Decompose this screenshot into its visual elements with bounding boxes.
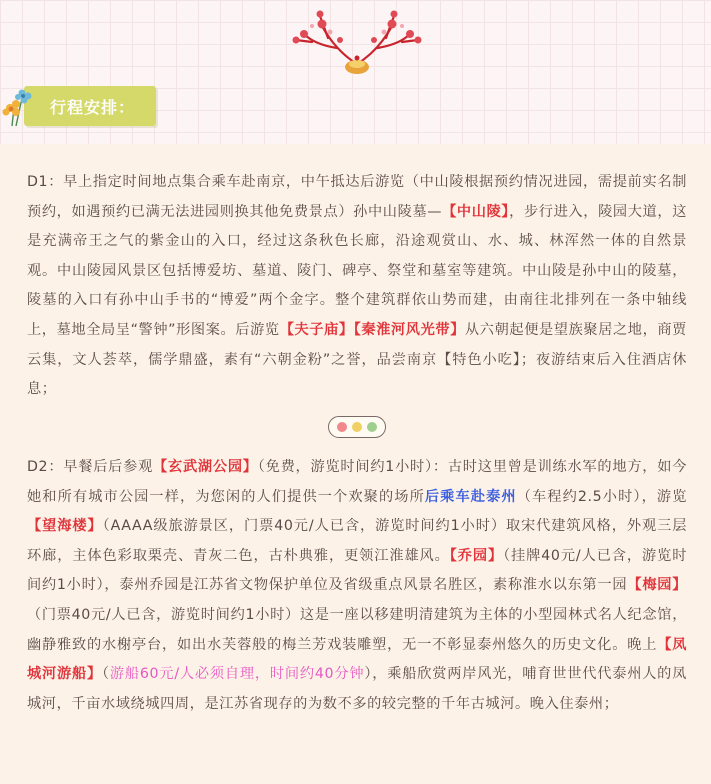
highlight-text: 【凤城河游船】 <box>27 636 688 683</box>
body-text: D1：早上指定时间地点集合乘车赴南京，中午抵达后游览（中山陵根据预约情况进园，需提前实名制预约，如遇预约已满无法进园则换其他免费景点）孙中山陵墓— <box>27 174 687 220</box>
body-text: （车程约2.5小时），游览 <box>516 488 687 505</box>
highlight-text: 【梅园】 <box>627 577 688 594</box>
body-text: （门票40元/人已含，游览时间约1小时）这是一座以移建明清建筑为主体的小型园林式名人纪念馆，幽静雅致的水榭亭台，如出水芙蓉般的梅兰芳戏装雕塑，无一不彰显泰州悠久的历史文化。晚上 <box>27 606 687 653</box>
highlight-text: 【望海楼】 <box>27 518 103 535</box>
highlight-text: 游船60元/人必须自理，时间约40分钟 <box>109 666 365 683</box>
highlight-text: 【中山陵】 <box>442 203 510 220</box>
body-text: （挂牌40元/人已含，游览时间约1小时），泰州乔园是江苏省文物保护单位及省级重点风景名胜区，素称淮水以东第一园 <box>27 547 687 594</box>
body-text: ，步行进入，陵园大道，这是充满帝王之气的紫金山的入口，经过这条秋色长廊，沿途观赏山、水、城、林浑然一体的自然景观。中山陵园风景区包括博爱坊、墓道、陵门、碑亭、祭堂和墓室等建筑。中山陵是孙中山的陵墓，陵墓的入口有孙中山手书的“博爱”两个金字。整个建筑群依山势而建，由南往北排列在一条中轴线上，墓地全局呈“警钟”形图案。后游览 <box>27 203 687 338</box>
plum-blossom-icon <box>282 4 432 80</box>
highlight-text: 【夫子庙】 <box>279 321 354 338</box>
day2-paragraph <box>27 453 687 719</box>
day1-paragraph <box>27 168 687 405</box>
highlight-text: 【秦淮河风光带】 <box>353 321 465 338</box>
body-text: 从六朝起便是望族聚居之地，商贾云集，文人荟萃，儒学鼎盛，素有“六朝金粉”之誉，品尝南京【特色小吃】；夜游结束后入住酒店休息； <box>27 321 687 398</box>
body-text: D2：早餐后后参观 <box>27 459 154 475</box>
section-title: 行程安排： <box>50 98 136 117</box>
body-text: （免费，游览时间约1小时）：古时这里曾是训练水军的地方，如今她和所有城市公园一样，为您闲的人们提供一个欢聚的场所 <box>27 459 687 505</box>
flowers-icon <box>0 84 40 128</box>
highlight-text: 后乘车赴泰州 <box>424 488 517 505</box>
highlight-text: 【乔园】 <box>449 547 504 564</box>
body-text: ），乘船欣赏两岸风光，哺育世世代代泰州人的凤城河，千亩水域绕城四周，是江苏省现存的为数不多的较完整的千年古城河。晚入住泰州； <box>27 666 687 712</box>
divider-dots-icon <box>328 416 386 438</box>
body-text: （ <box>101 666 110 683</box>
body-text: （AAAA级旅游景区，门票40元/人已含，游览时间约1小时）取宋代建筑风格，外观三层环廊，主体色彩取栗壳、青灰二色，古朴典雅，更领江淮雄风。 <box>27 518 687 564</box>
section-title-banner <box>24 86 156 126</box>
highlight-text: 【玄武湖公园】 <box>153 459 258 475</box>
